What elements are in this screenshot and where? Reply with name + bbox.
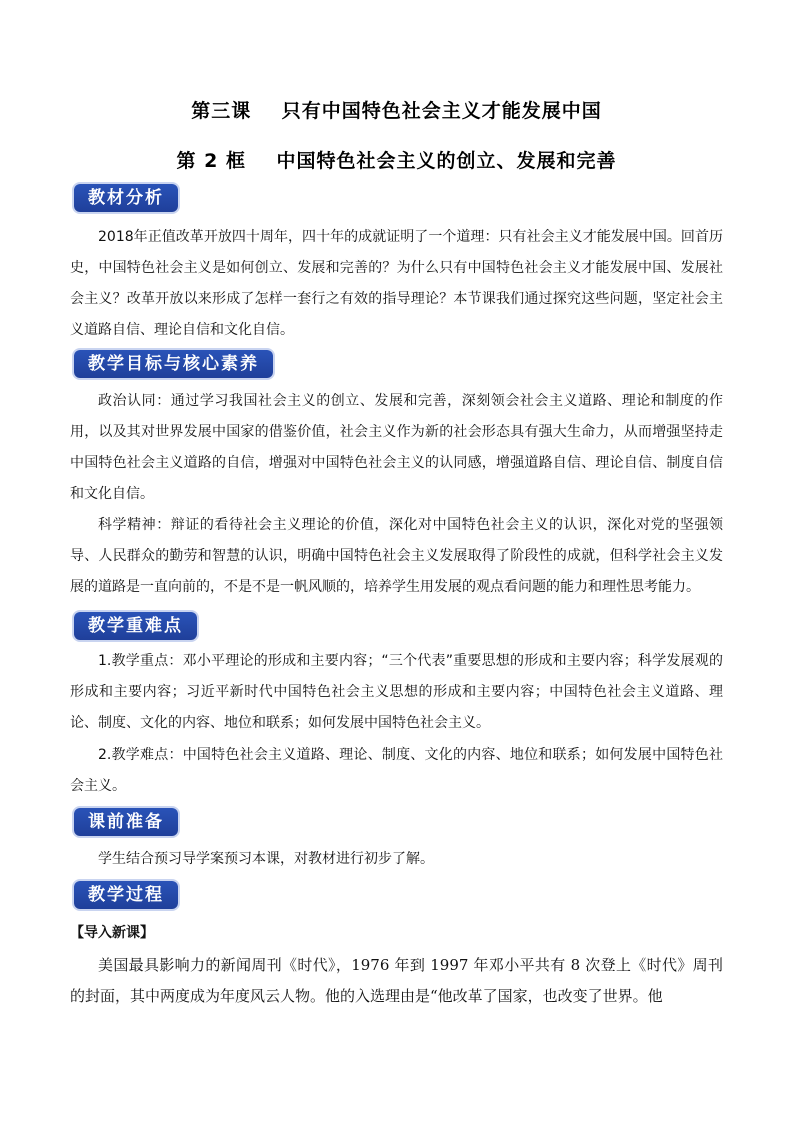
preparation-paragraph: 学生结合预习导学案预习本课，对教材进行初步了解。 xyxy=(98,851,434,867)
section-badge-analysis: 教材分析 xyxy=(74,184,178,212)
goals-political-paragraph: 政治认同：通过学习我国社会主义的创立、发展和完善，深刻领会社会主义道路、理论和制度的作用，以及其对世界发展中国家的借鉴价值，社会主义作为新的社会形态具有强大生命力，从而增强坚持走中国特色社会主义道路的自信，增强对中国特色社会主义的认同感，增强道路自信、理论自信、制度自信和文化自信。 xyxy=(70,393,723,502)
section-badge-goals: 教学目标与核心素养 xyxy=(74,350,273,378)
intro-label: 【导入新课】 xyxy=(70,925,154,941)
lesson-subtitle: 第 2 框 中国特色社会主义的创立、发展和完善 xyxy=(176,150,617,172)
analysis-paragraph: 2018年正值改革开放四十周年，四十年的成就证明了一个道理：只有社会主义才能发展中国。回首历史，中国特色社会主义是如何创立、发展和完善的？为什么只有中国特色社会主义才能发展中国、发展社会主义？改革开放以来形成了怎样一套行之有效的指导理论？本节课我们通过探究这些问题，坚定社会主义道路自信、理论自信和文化自信。 xyxy=(70,229,723,338)
goals-science-paragraph: 科学精神：辩证的看待社会主义理论的价值，深化对中国特色社会主义的认识，深化对党的坚强领导、人民群众的勤劳和智慧的认识，明确中国特色社会主义发展取得了阶段性的成就，但科学社会主义发展的道路是一直向前的，不是不是一帆风顺的，培养学生用发展的观点看问题的能力和理性思考能力。 xyxy=(70,517,723,595)
section-badge-preparation: 课前准备 xyxy=(74,808,178,836)
keypoint-difficulty-paragraph: 2.教学难点：中国特色社会主义道路、理论、制度、文化的内容、地位和联系；如何发展中国特色社会主义。 xyxy=(70,747,723,794)
section-badge-keypoints: 教学重难点 xyxy=(74,612,197,640)
intro-paragraph: 美国最具影响力的新闻周刊《时代》，1976 年到 1997 年邓小平共有 8 次登上《时代》周刊的封面，其中两度成为年度风云人物。他的入选理由是“他改革了国家，也改变了世界。他 xyxy=(70,956,723,1005)
section-badge-process: 教学过程 xyxy=(74,881,178,909)
lesson-title: 第三课 只有中国特色社会主义才能发展中国 xyxy=(191,100,602,122)
keypoint-focus-paragraph: 1.教学重点：邓小平理论的形成和主要内容；“三个代表”重要思想的形成和主要内容；科学发展观的形成和主要内容；习近平新时代中国特色社会主义思想的形成和主要内容；中国特色社会主义道路、理论、制度、文化的内容、地位和联系；如何发展中国特色社会主义。 xyxy=(70,653,723,731)
